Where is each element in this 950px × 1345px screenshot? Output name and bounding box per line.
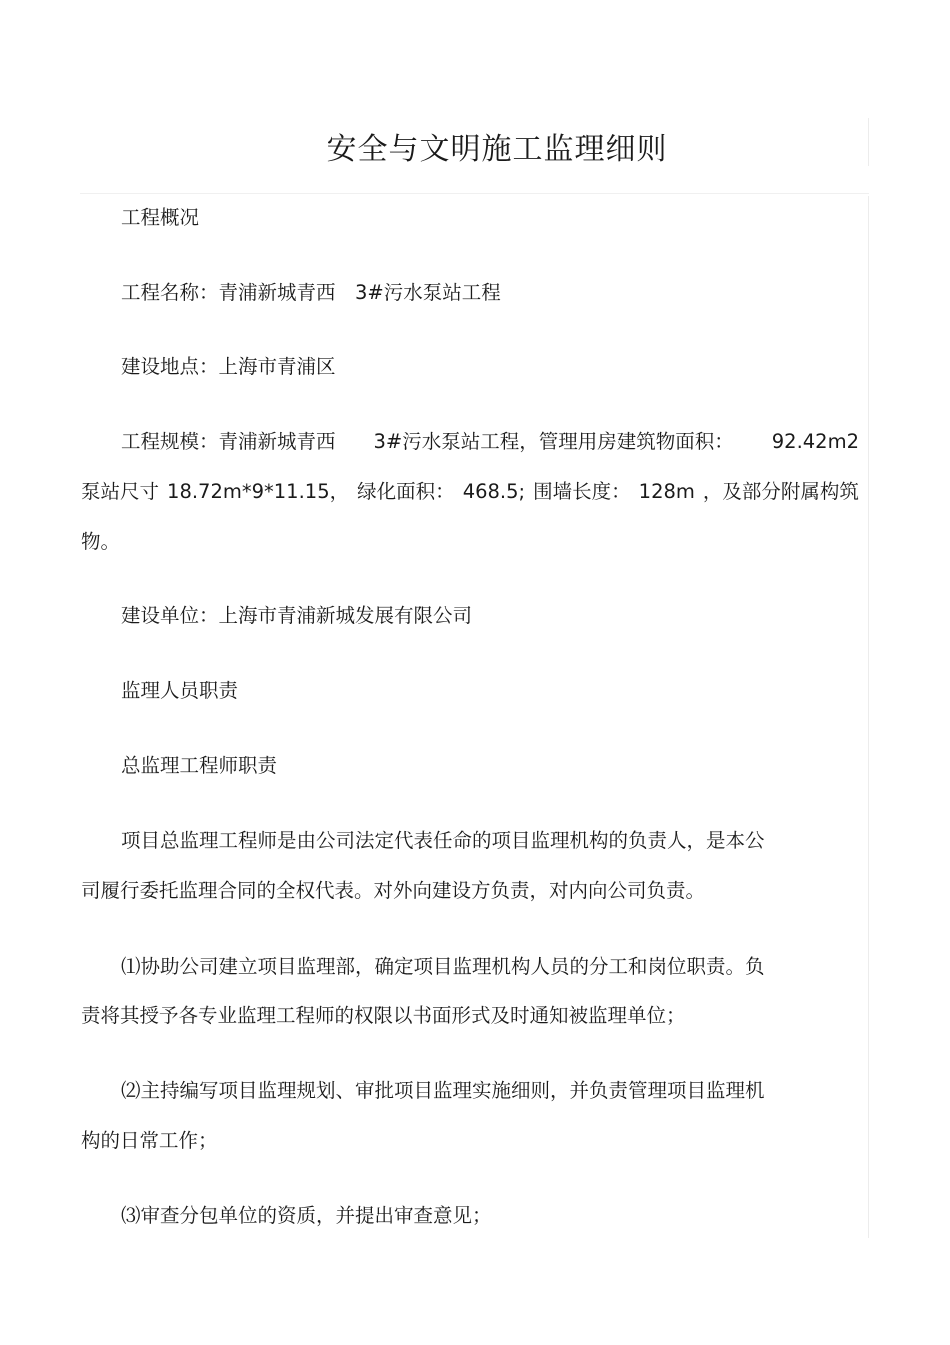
chief-engineer-heading: 总监理工程师职责 [121, 754, 278, 777]
overview-heading: 工程概况 [121, 206, 200, 229]
scale-text: 18.72m*9*11.15， [167, 480, 350, 503]
scale-text: 3#污水泵站工程，管理用房建筑物面积： [373, 430, 734, 453]
scale-text: 工程规模：青浦新城青西 [121, 430, 336, 453]
project-scale-line-3: 物。 [81, 530, 121, 553]
scale-text: 绿化面积： [357, 480, 455, 503]
scale-text: 围墙长度： [533, 480, 631, 503]
chief-engineer-para-line-1: 项目总监理工程师是由公司法定代表任命的项目监理机构的负责人，是本公 [121, 829, 765, 852]
duty-item-3: ⑶审查分包单位的资质，并提出审查意见； [121, 1204, 492, 1227]
project-location: 建设地点：上海市青浦区 [121, 355, 336, 378]
page-margin-rule [868, 196, 869, 1238]
scale-text: 92.42m2 [771, 430, 859, 453]
header-separator [80, 193, 869, 194]
duty-item-2-line-1: ⑵主持编写项目监理规划、审批项目监理实施细则，并负责管理项目监理机 [121, 1079, 765, 1102]
scale-text: ，及部分附属构筑 [702, 480, 859, 503]
project-scale-line-2 [81, 480, 859, 504]
project-name: 工程名称：青浦新城青西 3#污水泵站工程 [121, 281, 501, 304]
scale-text: 128m [638, 480, 695, 503]
project-scale-line-1 [121, 430, 859, 454]
duty-item-2-line-2: 构的日常工作； [81, 1129, 218, 1152]
duty-item-1-line-1: ⑴协助公司建立项目监理部，确定项目监理机构人员的分工和岗位职责。负 [121, 955, 765, 978]
duty-item-1-line-2: 责将其授予各专业监理工程师的权限以书面形式及时通知被监理单位； [81, 1004, 686, 1027]
scale-text: 468.5; [462, 480, 526, 503]
chief-engineer-para-line-2: 司履行委托监理合同的全权代表。对外向建设方负责，对内向公司负责。 [81, 879, 706, 902]
project-owner: 建设单位：上海市青浦新城发展有限公司 [121, 604, 473, 627]
duties-heading: 监理人员职责 [121, 679, 239, 702]
document-title: 安全与文明施工监理细则 [326, 132, 668, 167]
scale-text: 泵站尺寸 [81, 480, 160, 503]
